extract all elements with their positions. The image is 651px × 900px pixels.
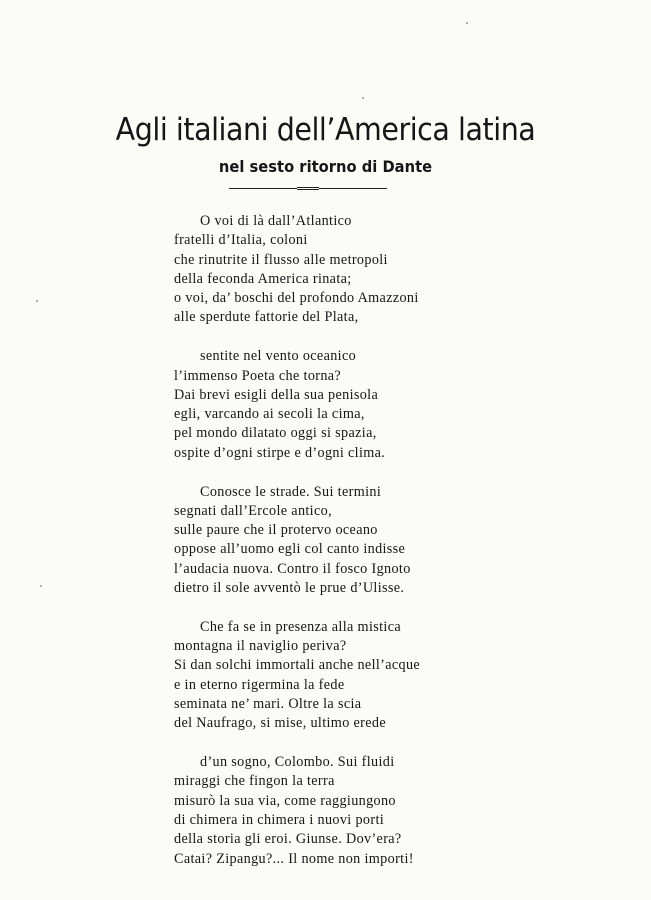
- verse-line: ospite d’ogni stirpe e d’ogni clima.: [174, 444, 386, 461]
- verse-line: che rinutrite il flusso alle metropoli: [174, 251, 388, 268]
- verse-line: alle sperdute fattorie del Plata,: [174, 309, 359, 326]
- paper-speck: [40, 585, 42, 587]
- divider-line-left: [229, 188, 297, 189]
- paper-speck: [466, 22, 468, 24]
- stanza: [174, 347, 474, 463]
- verse-line: Catai? Zipangu?... Il nome non importi!: [174, 850, 414, 867]
- verse-line: dietro il sole avventò le prue d’Ulisse.: [174, 580, 405, 597]
- verse-line: Che fa se in presenza alla mistica: [200, 618, 401, 635]
- verse-line: l’audacia nuova. Contro il fosco Ignoto: [174, 560, 411, 577]
- verse-line: O voi di là dall’Atlantico: [200, 213, 352, 229]
- verse-line: di chimera in chimera i nuovi porti: [174, 812, 385, 829]
- verse-line: d’un sogno, Colombo. Sui fluidi: [200, 754, 395, 771]
- verse-line: misurò la sua via, come raggiungono: [174, 792, 396, 809]
- divider-ornament: [297, 187, 319, 190]
- verse-line: segnati dall’Ercole antico,: [174, 502, 332, 519]
- verse-line: o voi, da’ boschi del profondo Amazzoni: [174, 290, 419, 307]
- stanza: [174, 212, 474, 328]
- verse-line: sulle paure che il protervo oceano: [174, 522, 378, 539]
- verse-line: della storia gli eroi. Giunse. Dov’era?: [174, 831, 402, 848]
- stanza: [174, 753, 474, 869]
- verse-line: Si dan solchi immortali anche nell’acque: [174, 657, 421, 674]
- verse-line: fratelli d’Italia, coloni: [174, 232, 308, 249]
- verse-line: montagna il naviglio periva?: [174, 638, 347, 655]
- verse-line: della feconda America rinata;: [174, 270, 352, 287]
- verse-line: del Naufrago, si mise, ultimo erede: [174, 715, 386, 732]
- stanza: [174, 483, 474, 599]
- verse-line: seminata ne’ mari. Oltre la scia: [174, 696, 362, 713]
- verse-line: l’immenso Poeta che torna?: [174, 367, 342, 384]
- poem-body: [174, 212, 474, 888]
- verse-line: Dai brevi esigli della sua penisola: [174, 386, 379, 403]
- verse-line: pel mondo dilatato oggi si spazia,: [174, 425, 377, 442]
- poem-title: Agli italiani dell’America latina: [115, 112, 536, 148]
- verse-line: miraggi che fingon la terra: [174, 773, 335, 790]
- verse-line: Conosce le strade. Sui termini: [200, 483, 382, 500]
- stanza: [174, 618, 474, 734]
- verse-line: e in eterno rigermina la fede: [174, 676, 345, 693]
- title-divider: [229, 187, 387, 191]
- poem-subtitle: nel sesto ritorno di Dante: [218, 157, 433, 176]
- paper-speck: [36, 300, 38, 302]
- paper-speck: [362, 97, 364, 99]
- verse-line: sentite nel vento oceanico: [200, 348, 357, 365]
- verse-line: oppose all’uomo egli col canto indisse: [174, 541, 406, 558]
- divider-line-right: [319, 188, 387, 189]
- verse-line: egli, varcando ai secoli la cima,: [174, 406, 365, 423]
